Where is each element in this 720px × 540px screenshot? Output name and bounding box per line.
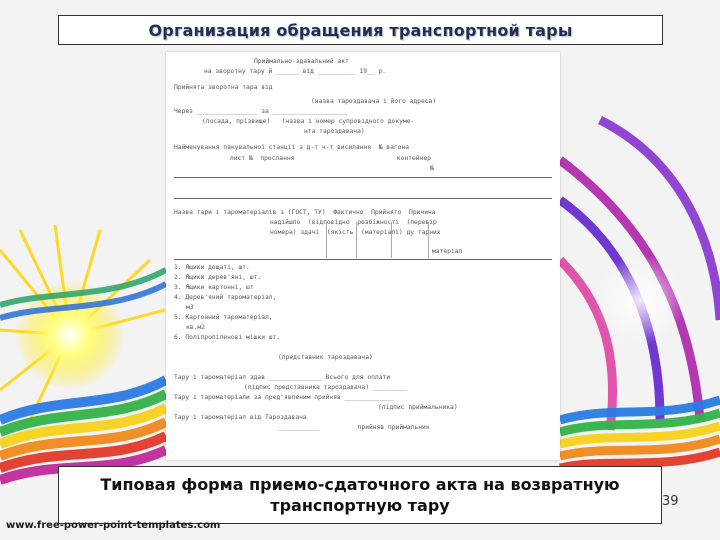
slide-title-box bbox=[58, 15, 663, 45]
form-line: номера) здачі (якість (матеріалі) ду тарних bbox=[270, 229, 441, 236]
form-line: № bbox=[430, 165, 434, 172]
form-line: Найменування пакувальної станції з д-т ч-т висилання № вагона bbox=[174, 144, 410, 151]
form-line: м3 bbox=[186, 304, 194, 311]
form-line: Тару і тароматеріали за пред'явленим прийняв _____________ bbox=[174, 394, 394, 401]
slide-page-number: 39 bbox=[662, 494, 679, 509]
form-line: кв.м2 bbox=[186, 324, 205, 331]
form-column-divider bbox=[356, 222, 357, 258]
form-line: Прийнята зворотна тара від bbox=[174, 84, 273, 91]
form-line: 5. Картонний тароматеріал, bbox=[174, 314, 273, 321]
form-line: 3. Ящики картонні, шт bbox=[174, 284, 254, 291]
form-heading: Приймально-здавальний акт bbox=[254, 58, 349, 65]
form-line: на зворотну тару й ______ від __________ 19__ р. bbox=[204, 68, 386, 75]
form-line: Тару і тароматеріал здав ______________ Всього для оплати bbox=[174, 374, 391, 381]
form-column-divider bbox=[428, 222, 429, 258]
caption-line-1: Типовая форма приемо-сдаточного акта на возвратную bbox=[100, 475, 620, 494]
form-line: 1. Ящики дощаті, шт. bbox=[174, 264, 250, 271]
form-rule bbox=[174, 198, 552, 199]
form-line: (представник тароздавача) bbox=[278, 354, 373, 361]
form-column-divider bbox=[391, 222, 392, 258]
form-line: ___________ прийняв приймальник bbox=[278, 424, 430, 431]
footer-url: www.free-power-point-templates.com bbox=[6, 520, 221, 531]
form-line: Через ________________ за ____________________ bbox=[174, 108, 349, 115]
form-line: (підпис представника тароздавача) _________ bbox=[244, 384, 408, 391]
form-line: матеріал bbox=[432, 248, 463, 255]
form-line: лист № прослання контейнер bbox=[230, 155, 431, 162]
caption-box bbox=[58, 466, 662, 524]
caption-line-2: транспортную тару bbox=[270, 496, 450, 515]
form-line: (назва тароздавача і його адреса) bbox=[311, 98, 437, 105]
form-column-divider bbox=[326, 222, 327, 258]
form-line: нта тароздавача) bbox=[304, 128, 365, 135]
form-line: надійшло (відповідно розбіжності (перевір bbox=[270, 219, 437, 226]
slide-title: Организация обращения транспортной тары bbox=[148, 20, 573, 40]
form-line: 2. Ящики дерев'яні, шт. bbox=[174, 274, 262, 281]
scanned-act-form bbox=[166, 52, 560, 460]
form-line: (посада, прізвище) (назва і номер супровідного докуме- bbox=[202, 118, 415, 125]
form-rule bbox=[174, 259, 552, 260]
glow-right bbox=[595, 255, 685, 345]
form-line: (підпис приймальника) bbox=[378, 404, 458, 411]
form-line: Тару і тароматеріал від Тароздавача bbox=[174, 414, 307, 421]
form-line: 6. Поліпропіленові мішки шт. bbox=[174, 334, 281, 341]
form-line: 4. Дерев'яний тароматеріал, bbox=[174, 294, 277, 301]
form-line: Назва тари і тароматеріалів з (ГОСТ, ТУ) Фактично Прийнято Причина bbox=[174, 209, 436, 216]
form-rule bbox=[174, 177, 552, 178]
